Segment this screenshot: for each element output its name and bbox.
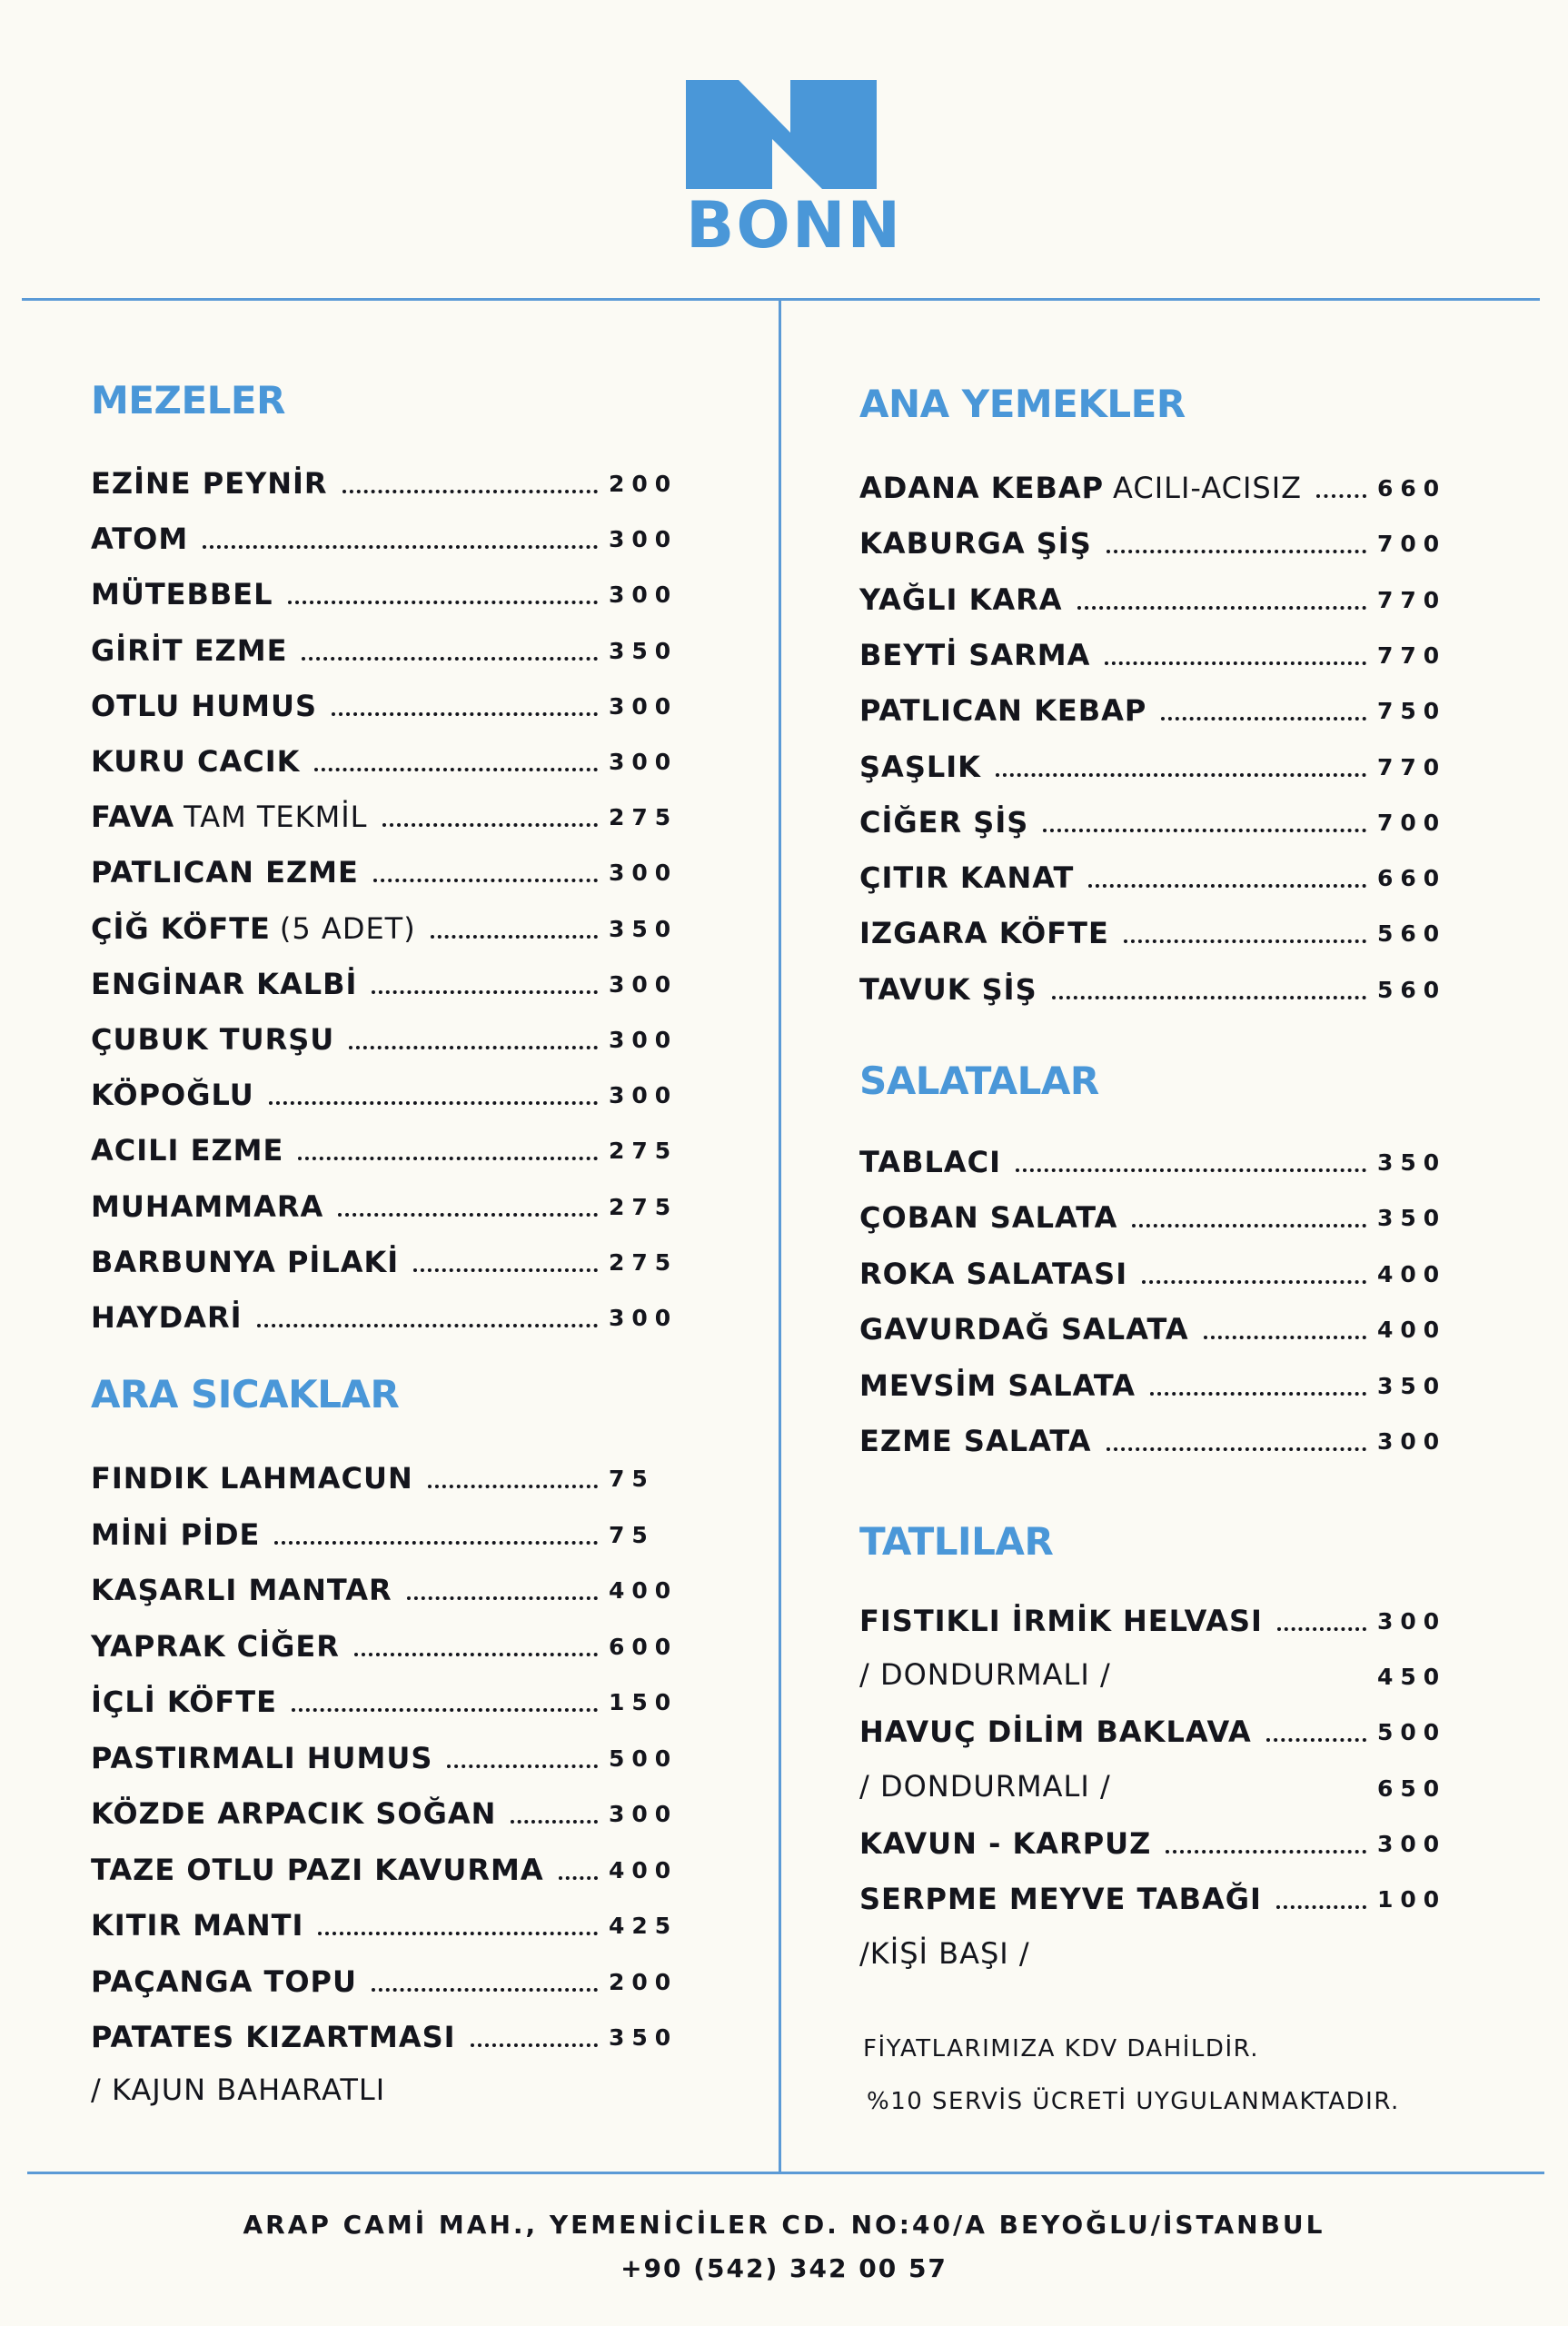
item-name: FAVA [91,800,175,835]
menu-item [91,1904,681,1943]
item-name: PAÇANGA TOPU [91,1963,357,1999]
item-name: ÇOBAN SALATA [859,1200,1118,1236]
item-price: 560 [1377,976,1447,1003]
subitem-price: 650 [1377,1775,1447,1802]
item-price: 75 [609,1466,655,1492]
leader-dots [1107,550,1366,553]
leader-dots [1105,661,1366,665]
item-price: 400 [1377,1317,1447,1344]
item-name: IZGARA KÖFTE [859,916,1109,951]
menu-item [91,629,681,669]
item-price: 300 [609,970,679,998]
leader-dots [559,1876,598,1880]
kajun-note [91,2070,681,2110]
item-price: 300 [609,1027,679,1053]
item-name: YAPRAK CİĞER [91,1628,340,1664]
item-name: KAVUN - KARPUZ [859,1826,1152,1861]
menu-item-helva [859,1599,1450,1639]
bonn-logo-mark [686,80,877,189]
item-price: 600 [609,1633,679,1660]
leader-dots [996,773,1366,777]
phone-number: +90 (542) 342 00 57 [620,2253,948,2283]
item-price: 75 [609,1521,655,1548]
menu-item [91,1736,681,1776]
item-price: 300 [609,692,679,720]
item-name: BARBUNYA PİLAKİ [91,1244,400,1279]
item-name: EZİNE PEYNİR [91,466,328,501]
item-price: 300 [609,582,679,609]
leader-dots [372,1988,598,1992]
item-price: 150 [609,1689,679,1715]
section-title-ara-sicaklar: ARA SICAKLAR [91,1372,400,1416]
leader-dots [1077,606,1366,610]
item-name: TAZE OTLU PAZI KAVURMA [91,1852,544,1887]
item-price: 750 [1377,698,1447,725]
menu-item [859,911,1450,951]
leader-dots [332,712,598,716]
item-name: TAVUK ŞİŞ [859,971,1037,1007]
item-name: BEYTİ SARMA [859,637,1091,672]
item-name: OTLU HUMUS [91,688,318,723]
item-name: ATOM [91,522,189,557]
menu-item [91,1568,681,1608]
item-price: 770 [1377,641,1447,669]
item-name: KÖZDE ARPACIK SOĞAN [91,1796,497,1831]
leader-dots [349,1046,598,1049]
item-price: 700 [1377,531,1447,558]
menu-item [859,1307,1450,1347]
leader-dots [342,490,598,493]
leader-dots [354,1653,598,1656]
item-name: FINDIK LAHMACUN [91,1461,413,1496]
item-price: 350 [1377,1149,1447,1176]
menu-item [91,2015,681,2055]
leader-dots [302,657,598,661]
menu-item [859,522,1450,562]
item-name: EZME SALATA [859,1424,1092,1458]
item-price: 300 [1377,1608,1447,1635]
bottom-divider [27,2172,1544,2174]
menu-item [91,572,681,612]
item-name: KITIR MANTI [91,1908,304,1943]
item-name: FISTIKLI İRMİK HELVASI [859,1604,1263,1638]
leader-dots [288,601,598,604]
item-name: HAVUÇ DİLİM BAKLAVA [859,1715,1252,1749]
leader-dots [1124,939,1366,943]
leader-dots [1166,1850,1366,1854]
item-name: KURU CACIK [91,744,301,779]
menu-item [859,745,1450,785]
menu-item [91,517,681,557]
menu-item [91,1185,681,1225]
item-note: TAM TEKMİL [184,800,368,835]
item-price: 770 [1377,753,1447,780]
kajun-note-text: / KAJUN BAHARATLI [91,2073,386,2107]
menu-item [91,1792,681,1832]
item-name: GAVURDAĞ SALATA [859,1312,1189,1347]
menu-item [859,1140,1450,1180]
menu-item [91,1296,681,1336]
item-name: PATATES KIZARTMASI [91,2020,456,2054]
item-name: ÇUBUK TURŞU [91,1022,335,1057]
leader-dots [471,2043,598,2047]
item-name: KÖPOĞLU [91,1078,254,1113]
item-price: 275 [609,804,679,831]
item-name: HAYDARİ [91,1300,243,1335]
leader-dots [292,1708,598,1712]
leader-dots [1316,494,1366,498]
item-name: ÇİĞ KÖFTE [91,910,271,946]
menu-item [91,1018,681,1058]
item-name: PATLICAN KEBAP [859,693,1147,729]
service-charge-note: %10 SERVİS ÜCRETİ UYGULANMAKTADIR. [867,2088,1400,2115]
item-price: 660 [1377,865,1447,892]
item-price: 350 [609,637,679,664]
menu-subitem-helva-dondurmali [859,1655,1450,1695]
menu-item [91,1848,681,1888]
item-name: İÇLİ KÖFTE [91,1685,277,1719]
item-name: GİRİT EZME [91,632,288,668]
leader-dots [1107,1447,1367,1451]
item-price: 560 [1377,920,1447,948]
item-price: 200 [609,1968,679,1995]
menu-item [859,633,1450,673]
subitem-text: /KİŞİ BAŞI / [859,1936,1030,1971]
item-price: 770 [1377,586,1447,613]
item-name: TABLACI [859,1145,1002,1179]
leader-dots [298,1157,598,1160]
item-price: 500 [1377,1719,1447,1745]
section-title-tatlilar: TATLILAR [859,1519,1054,1564]
leader-dots [1150,1392,1366,1396]
item-price: 350 [609,915,679,942]
leader-dots [1277,1627,1366,1631]
item-name: ACILI EZME [91,1133,284,1168]
leader-dots [413,1268,598,1272]
menu-item [91,684,681,724]
item-note: (5 ADET) [279,910,416,946]
item-name: ENGİNAR KALBİ [91,966,358,1001]
menu-subitem-baklava-dondurmali [859,1766,1450,1806]
subitem-price: 450 [1377,1664,1447,1690]
item-name: ÇITIR KANAT [859,860,1075,896]
menu-item [91,795,681,835]
item-price: 350 [1377,1372,1447,1399]
menu-item [859,856,1450,896]
leader-dots [407,1596,598,1600]
menu-item [91,962,681,1002]
item-price: 400 [609,1577,679,1604]
item-price: 300 [609,860,679,887]
menu-item [859,968,1450,1008]
item-name: KABURGA ŞİŞ [859,526,1092,562]
menu-item [91,1240,681,1280]
item-name: PASTIRMALI HUMUS [91,1740,433,1775]
subitem-text: / DONDURMALI / [859,1769,1111,1804]
menu-item [91,1680,681,1720]
leader-dots [428,1485,598,1488]
item-name: CİĞER ŞİŞ [859,804,1029,840]
item-price: 350 [609,2024,679,2051]
item-name: SERPME MEYVE TABAĞI [859,1882,1262,1916]
leader-dots [1266,1738,1366,1742]
leader-dots [257,1324,598,1327]
leader-dots [269,1101,598,1105]
menu-item [91,1073,681,1113]
item-name: ŞAŞLIK [859,749,981,784]
kdv-note: FİYATLARIMIZA KDV DAHİLDİR. [863,2035,1260,2063]
item-price: 300 [609,1082,679,1109]
menu-item [859,1252,1450,1292]
leader-dots [338,1213,598,1217]
menu-item-baklava [859,1710,1450,1750]
item-price: 100 [1377,1886,1447,1913]
brand-name: BONN [686,188,903,263]
leader-dots [1132,1224,1366,1228]
item-price: 275 [609,1193,679,1220]
menu-item [91,1960,681,2000]
menu-item [91,1128,681,1168]
leader-dots [382,823,599,827]
menu-item [91,850,681,890]
leader-dots [314,768,598,771]
leader-dots [1016,1168,1366,1172]
item-name: ADANA KEBAP [859,471,1105,505]
section-title-salatalar: SALATALAR [859,1059,1099,1103]
menu-item-serpme-meyve [859,1877,1450,1917]
item-name: MUHAMMARA [91,1188,324,1224]
item-price: 350 [1377,1205,1447,1232]
menu-item [91,1513,681,1553]
item-price: 300 [609,1801,679,1827]
menu-item [859,689,1450,729]
item-name: YAĞLI KARA [859,582,1063,617]
leader-dots [431,935,598,939]
leader-dots [1204,1336,1366,1339]
menu-item-kavun-karpuz [859,1822,1450,1862]
bonn-logo [686,80,903,263]
menu-item [859,800,1450,840]
menu-item [91,1625,681,1665]
leader-dots [1161,717,1366,721]
menu-item [859,1196,1450,1236]
leader-dots [1088,884,1366,888]
item-price: 660 [1377,475,1447,502]
leader-dots [318,1932,598,1935]
leader-dots [203,545,598,549]
item-price: 500 [609,1744,679,1772]
item-price: 300 [1377,1428,1447,1455]
item-name: PATLICAN EZME [91,855,359,890]
address: ARAP CAMİ MAH., YEMENİCİLER CD. NO:40/A BEYOĞLU/İSTANBUL [243,2210,1325,2240]
item-price: 275 [609,1248,679,1276]
leader-dots [1276,1905,1366,1909]
menu-subitem-kisi-basi [859,1933,1450,1973]
menu-item [91,907,681,947]
item-name: MÜTEBBEL [91,577,273,612]
item-name: MİNİ PİDE [91,1516,261,1552]
subitem-text: / DONDURMALI / [859,1657,1111,1692]
leader-dots [447,1764,598,1768]
column-divider [779,300,781,2172]
item-price: 425 [609,1913,679,1939]
leader-dots [372,990,598,994]
item-price: 200 [609,471,679,497]
menu-item [91,740,681,780]
leader-dots [511,1820,598,1824]
item-price: 700 [1377,809,1447,836]
item-price: 300 [1377,1831,1447,1857]
item-price: 300 [609,1305,679,1331]
menu-item [859,578,1450,618]
item-price: 275 [609,1138,679,1165]
item-price: 300 [609,526,679,553]
menu-item [859,466,1450,506]
leader-dots [1052,996,1366,999]
menu-item [91,1456,681,1496]
menu-item [91,462,681,502]
section-title-mezeler: MEZELER [91,378,285,422]
item-name: ROKA SALATASI [859,1256,1128,1291]
item-price: 400 [1377,1260,1447,1287]
item-price: 300 [609,749,679,775]
leader-dots [1043,829,1366,832]
item-name: MEVSİM SALATA [859,1367,1136,1403]
leader-dots [1142,1280,1366,1284]
item-price: 400 [609,1856,679,1884]
menu-item [859,1419,1450,1459]
leader-dots [274,1541,598,1545]
item-note: ACILI-ACISIZ [1113,471,1303,505]
section-title-ana-yemekler: ANA YEMEKLER [859,382,1186,426]
item-name: KAŞARLI MANTAR [91,1573,392,1607]
leader-dots [373,879,598,882]
menu-item [859,1364,1450,1404]
